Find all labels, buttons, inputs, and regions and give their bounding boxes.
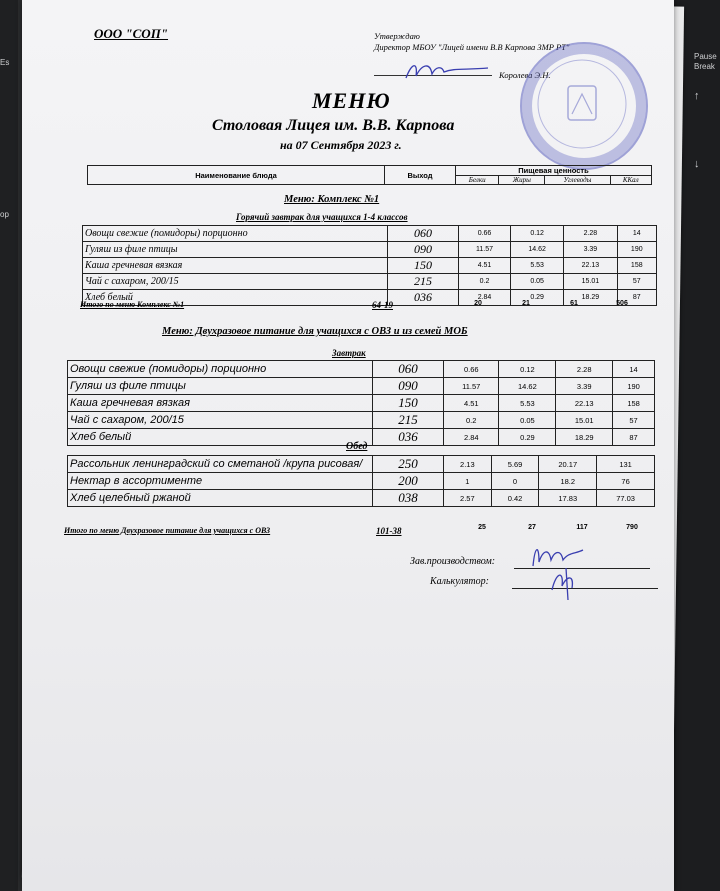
total-fats: 27 xyxy=(528,524,536,531)
total-carbs: 117 xyxy=(576,524,588,531)
dish-yield: 215 xyxy=(373,412,444,429)
proteins-value: 11.57 xyxy=(444,378,499,395)
menu1-row xyxy=(83,242,657,258)
carbs-value: 22.13 xyxy=(564,258,617,274)
total-kcal: 790 xyxy=(626,524,638,531)
dish-name: Хлеб белый xyxy=(83,290,388,306)
menu-document xyxy=(22,0,674,891)
carbs-value: 15.01 xyxy=(556,412,613,429)
keyboard-left-edge xyxy=(0,0,18,891)
kcal-value: 158 xyxy=(613,395,655,412)
kcal-value: 158 xyxy=(617,258,656,274)
proteins-value: 0.2 xyxy=(459,274,511,290)
kcal-value: 57 xyxy=(613,412,655,429)
dish-name: Гуляш из филе птицы xyxy=(83,242,388,258)
carbs-value: 18.29 xyxy=(556,429,613,446)
dish-yield: 038 xyxy=(373,490,444,507)
carbs-value: 18.2 xyxy=(539,473,597,490)
menu1-meal-title: Горячий завтрак для учащихся 1-4 классов xyxy=(236,212,408,222)
menu2-total-code: 101-38 xyxy=(376,526,402,536)
fats-value: 5.53 xyxy=(499,395,556,412)
keyboard-key: op xyxy=(0,210,9,219)
menu1-row xyxy=(83,226,657,242)
proteins-value: 2.84 xyxy=(444,429,499,446)
breakfast-row xyxy=(68,378,655,395)
production-manager-label: Зав.производством: xyxy=(410,556,496,567)
dish-name: Хлеб белый xyxy=(68,429,373,446)
approve-label: Утверждаю xyxy=(374,31,420,41)
lunch-row xyxy=(68,473,655,490)
fats-value: 0.29 xyxy=(499,429,556,446)
carbs-value: 3.39 xyxy=(556,378,613,395)
dish-yield: 036 xyxy=(373,429,444,446)
fats-value: 14.62 xyxy=(499,378,556,395)
total-proteins: 20 xyxy=(474,300,482,307)
kcal-value: 87 xyxy=(613,429,655,446)
proteins-value: 2.84 xyxy=(459,290,511,306)
keyboard-key: Pause xyxy=(694,52,717,61)
header-yield: Выход xyxy=(385,166,456,185)
menu2-title: Меню: Двухразовое питание для учащихся с ОВЗ и из семей МОБ xyxy=(162,326,468,337)
menu1-total-code: 64-19 xyxy=(372,300,393,310)
fats-value: 0.12 xyxy=(511,226,564,242)
proteins-value: 0.66 xyxy=(444,361,499,378)
header-kcal: ККал xyxy=(610,176,651,185)
proteins-value: 2.13 xyxy=(444,456,492,473)
carbs-value: 20.17 xyxy=(539,456,597,473)
kcal-value: 77.03 xyxy=(597,490,655,507)
header-nutrition: Пищевая ценность xyxy=(456,166,652,176)
dish-yield: 150 xyxy=(388,258,459,274)
header-fats: Жиры xyxy=(499,176,545,185)
carbs-value: 15.01 xyxy=(564,274,617,290)
proteins-value: 0.2 xyxy=(444,412,499,429)
dish-yield: 250 xyxy=(373,456,444,473)
breakfast-row xyxy=(68,412,655,429)
fats-value: 0.05 xyxy=(511,274,564,290)
menu2-total-values xyxy=(462,524,652,531)
keyboard-key: Es xyxy=(0,58,10,67)
dish-name: Рассольник ленинградский со сметаной /крупа рисовая/ xyxy=(68,456,373,473)
dish-yield: 200 xyxy=(373,473,444,490)
arrow-up-icon: ↑ xyxy=(694,90,700,102)
director-signature-icon xyxy=(402,58,492,84)
dish-name: Чай с сахаром, 200/15 xyxy=(68,412,373,429)
director-title: Директор МБОУ "Лицей имени В.В Карпова ЗМР РТ" xyxy=(374,42,570,52)
proteins-value: 4.51 xyxy=(444,395,499,412)
header-proteins: Белки xyxy=(456,176,499,185)
fats-value: 0.29 xyxy=(511,290,564,306)
column-header-table xyxy=(87,165,652,185)
lunch-table xyxy=(67,455,655,507)
carbs-value: 2.28 xyxy=(564,226,617,242)
carbs-value: 17.83 xyxy=(539,490,597,507)
menu1-title: Меню: Комплекс №1 xyxy=(284,194,380,205)
dish-yield: 215 xyxy=(388,274,459,290)
kcal-value: 87 xyxy=(617,290,656,306)
fats-value: 0.12 xyxy=(499,361,556,378)
kcal-value: 190 xyxy=(617,242,656,258)
dish-name: Овощи свежие (помидоры) порционно xyxy=(68,361,373,378)
dish-yield: 060 xyxy=(388,226,459,242)
arrow-down-icon: ↓ xyxy=(694,158,700,170)
lunch-title: Обед xyxy=(346,441,368,452)
total-carbs: 61 xyxy=(570,300,578,307)
header-carbs: Углеводы xyxy=(545,176,610,185)
breakfast-table xyxy=(67,360,655,446)
menu-date: на 07 Сентября 2023 г. xyxy=(280,138,402,152)
organization-name: ООО "СОП" xyxy=(94,26,169,41)
lunch-row xyxy=(68,456,655,473)
dish-name: Нектар в ассортименте xyxy=(68,473,373,490)
menu1-total-values xyxy=(458,300,642,307)
carbs-value: 22.13 xyxy=(556,395,613,412)
menu1-row xyxy=(83,274,657,290)
carbs-value: 18.29 xyxy=(564,290,617,306)
total-fats: 21 xyxy=(522,300,530,307)
fats-value: 5.69 xyxy=(491,456,539,473)
dish-yield: 036 xyxy=(388,290,459,306)
dish-name: Хлеб целебный ржаной xyxy=(68,490,373,507)
dish-name: Овощи свежие (помидоры) порционно xyxy=(83,226,388,242)
kcal-value: 190 xyxy=(613,378,655,395)
header-dish: Наименование блюда xyxy=(88,166,385,185)
lunch-row xyxy=(68,490,655,507)
calculator-label: Калькулятор: xyxy=(430,576,489,587)
proteins-value: 4.51 xyxy=(459,258,511,274)
fats-value: 0 xyxy=(491,473,539,490)
keyboard-key: Break xyxy=(694,62,715,71)
fats-value: 0.05 xyxy=(499,412,556,429)
official-stamp-icon xyxy=(520,42,648,170)
proteins-value: 0.66 xyxy=(459,226,511,242)
menu1-total-label: Итого по меню Комплекс №1 xyxy=(80,300,185,309)
signatory-name: Королева Э.Н. xyxy=(499,70,551,80)
proteins-value: 11.57 xyxy=(459,242,511,258)
breakfast-row xyxy=(68,361,655,378)
breakfast-title: Завтрак xyxy=(332,348,366,358)
breakfast-row xyxy=(68,395,655,412)
dish-name: Гуляш из филе птицы xyxy=(68,378,373,395)
dish-name: Каша гречневая вязкая xyxy=(83,258,388,274)
canteen-name: Столовая Лицея им. В.В. Карпова xyxy=(212,117,455,134)
dish-yield: 060 xyxy=(373,361,444,378)
menu2-total-label: Итого по меню Двухразовое питание для учащихся с ОВЗ xyxy=(64,526,271,535)
dish-yield: 090 xyxy=(373,378,444,395)
total-kcal: 506 xyxy=(616,300,628,307)
dish-name: Чай с сахаром, 200/15 xyxy=(83,274,388,290)
calculator-signature-icon xyxy=(542,562,592,602)
dish-yield: 090 xyxy=(388,242,459,258)
carbs-value: 2.28 xyxy=(556,361,613,378)
page-title: МЕНЮ xyxy=(312,88,391,113)
total-proteins: 25 xyxy=(478,524,486,531)
menu1-table xyxy=(82,225,657,306)
kcal-value: 57 xyxy=(617,274,656,290)
fats-value: 5.53 xyxy=(511,258,564,274)
dish-name: Каша гречневая вязкая xyxy=(68,395,373,412)
kcal-value: 131 xyxy=(597,456,655,473)
carbs-value: 3.39 xyxy=(564,242,617,258)
proteins-value: 1 xyxy=(444,473,492,490)
fats-value: 0.42 xyxy=(491,490,539,507)
proteins-value: 2.57 xyxy=(444,490,492,507)
menu1-row xyxy=(83,258,657,274)
kcal-value: 14 xyxy=(617,226,656,242)
dish-yield: 150 xyxy=(373,395,444,412)
fats-value: 14.62 xyxy=(511,242,564,258)
kcal-value: 14 xyxy=(613,361,655,378)
kcal-value: 76 xyxy=(597,473,655,490)
